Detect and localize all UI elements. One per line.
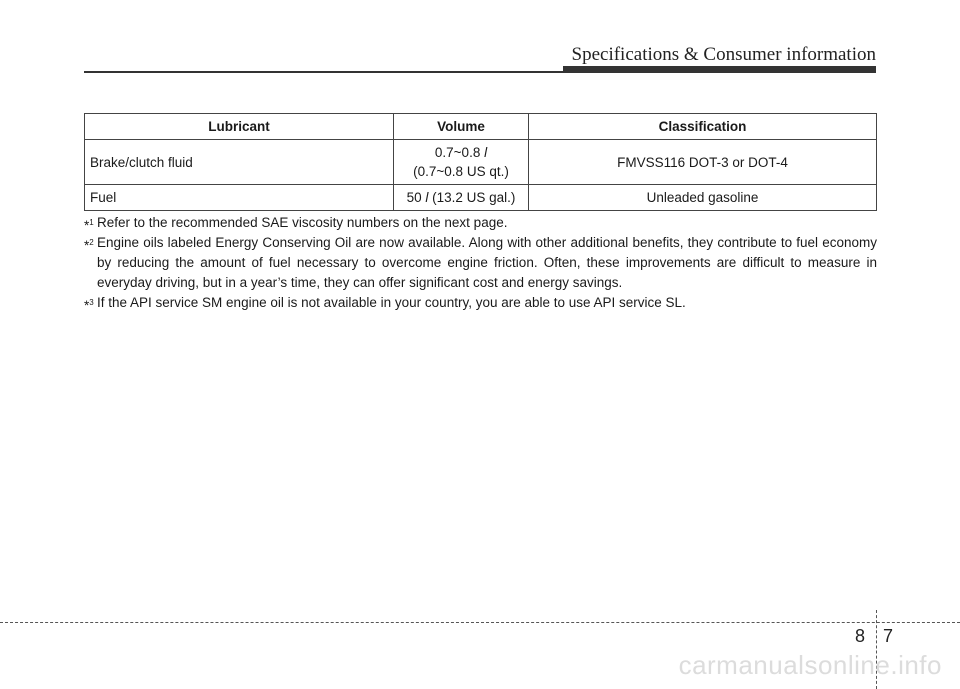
- footnotes: [84, 213, 877, 313]
- footnote: [84, 293, 877, 313]
- watermark-text: carmanualsonline.info: [678, 650, 942, 680]
- table-header-row: [85, 114, 877, 140]
- classification-cell: Unleaded gasoline: [529, 185, 877, 211]
- section-title: Specifications & Consumer information: [571, 44, 876, 65]
- column-header-volume: Volume: [394, 114, 529, 140]
- footnote-marker: *$^3$: [84, 298, 94, 313]
- volume-value: 50: [406, 190, 422, 205]
- column-header-classification: Classification: [529, 114, 877, 140]
- lubricant-cell: Brake/clutch fluid: [85, 140, 394, 185]
- footnote: [84, 233, 877, 293]
- volume-us-line: (0.7~0.8 US qt.): [413, 164, 509, 179]
- table-row: [85, 185, 877, 211]
- chapter-number: 8: [855, 626, 866, 646]
- volume-cell: [394, 185, 529, 211]
- classification-cell: FMVSS116 DOT-3 or DOT-4: [529, 140, 877, 185]
- footer-rule: [0, 622, 960, 623]
- column-header-lubricant: Lubricant: [85, 114, 394, 140]
- table-row: [85, 140, 877, 185]
- page-number: 7: [883, 626, 894, 646]
- liter-unit: l: [425, 190, 429, 205]
- volume-value: 0.7~0.8: [434, 145, 481, 160]
- footnote: [84, 213, 877, 233]
- volume-cell: [394, 140, 529, 185]
- footnote-text: Engine oils labeled Energy Conserving Oil are now available. Along with other additional benefits, they contribute to fuel economy by reducing the amount of fuel necessary to overcome engine friction. Often, these improvements are difficult to measure in everyday driving, but in a year’s time, they can offer significant cost and energy savings.: [97, 235, 877, 290]
- lubricant-cell: Fuel: [85, 185, 394, 211]
- lubricant-table: [84, 113, 877, 211]
- liter-unit: l: [484, 145, 488, 160]
- footnote-marker: *$^1$: [84, 218, 94, 233]
- header-rule: [84, 71, 876, 73]
- volume-us-value: (13.2 US gal.): [432, 190, 516, 205]
- footnote-text: Refer to the recommended SAE viscosity numbers on the next page.: [97, 215, 508, 230]
- volume-line: [399, 143, 523, 162]
- footnote-text: If the API service SM engine oil is not available in your country, you are able to use API service SL.: [97, 295, 686, 310]
- footnote-marker: *$^2$: [84, 238, 94, 253]
